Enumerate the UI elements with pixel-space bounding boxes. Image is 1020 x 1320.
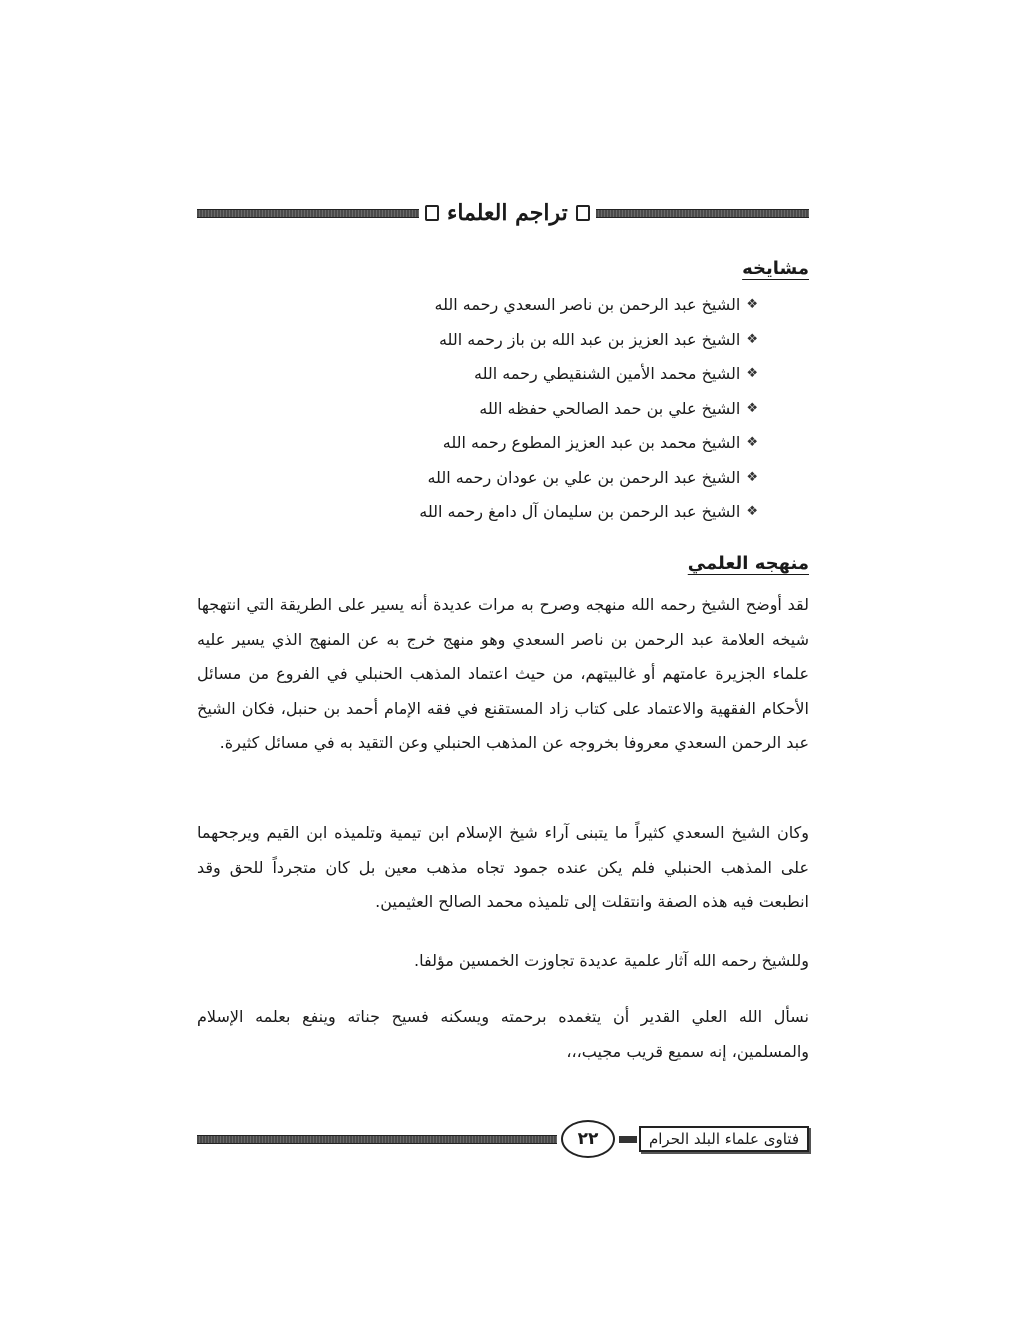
square-ornament-icon (576, 205, 590, 221)
list-item (358, 288, 758, 323)
list-item (358, 357, 758, 392)
teachers-heading: مشايخه (742, 258, 809, 279)
list-item (358, 392, 758, 427)
method-paragraph-1: لقد أوضح الشيخ رحمه الله منهجه وصرح به مرات عديدة أنه يسير على الطريقة التي انتهجها شيخه العلامة عبد الرحمن بن ناصر السعدي وهو منهج خرج به عن المنهج الذي يسير عليه علماء الجزيرة عامتهم أو غالبيتهم، من حيث اعتماد المذهب الحنبلي في الفروع من مسائل الأحكام الفقهية والاعتماد على كتاب زاد المستقنع في فقه الإمام أحمد بن حنبل، فكان الشيخ عبد الرحمن السعدي معروفا بخروجه عن المذهب الحنبلي وعن التقيد به في مسائل كثيرة. (197, 595, 809, 752)
page-footer (197, 1120, 809, 1158)
list-item (358, 461, 758, 496)
header-rule-right (596, 209, 809, 218)
diamond-bullet-icon: ❖ (746, 331, 758, 347)
teacher-name: الشيخ محمد بن عبد العزيز المطوع رحمه الله (442, 433, 741, 453)
list-item (358, 426, 758, 461)
method-paragraph-2: وكان الشيخ السعدي كثيراً ما يتبنى آراء شيخ الإسلام ابن تيمية وتلميذه ابن القيم ويرجحهما على المذهب الحنبلي فلم يكن عنده جمود تجاه مذهب معين بل كان متجرداً للحق وقد انطبعت فيه هذه الصفة وانتقلت إلى تلميذه محمد الصالح العثيمين. (197, 823, 809, 911)
teacher-name: الشيخ عبد العزيز بن عبد الله بن باز رحمه الله (438, 329, 741, 349)
book-title: فتاوى علماء البلد الحرام (639, 1126, 809, 1152)
chapter-title-box (419, 200, 596, 226)
method-heading: منهجه العلمي (687, 553, 809, 574)
diamond-bullet-icon: ❖ (746, 435, 758, 451)
teacher-name: الشيخ عبد الرحمن بن علي بن عودان رحمه الله (427, 467, 741, 487)
diamond-bullet-icon: ❖ (746, 400, 758, 416)
page-number: ٢٢ (561, 1120, 615, 1158)
chapter-title: تراجم العلماء (447, 200, 568, 226)
chapter-header (197, 198, 809, 228)
teachers-list (358, 288, 758, 530)
diamond-bullet-icon: ❖ (746, 504, 758, 520)
teacher-name: الشيخ محمد الأمين الشنقيطي رحمه الله (474, 364, 741, 384)
header-rule-left (197, 209, 419, 218)
works-paragraph: وللشيخ رحمه الله آثار علمية عديدة تجاوزت الخمسين مؤلفا. (414, 951, 809, 970)
list-item (358, 495, 758, 530)
footer-rule (197, 1135, 557, 1144)
diamond-bullet-icon: ❖ (746, 469, 758, 485)
closing-prayer-paragraph: نسأل الله العلي القدير أن يتغمده برحمته ويسكنه فسيح جناته وينفع بعلمه الإسلام والمسلمين، إنه سميع قريب مجيب،،، (197, 1007, 809, 1061)
list-item (358, 323, 758, 358)
teacher-name: الشيخ عبد الرحمن بن سليمان آل دامغ رحمه الله (419, 502, 741, 522)
footer-connector (619, 1136, 637, 1143)
diamond-bullet-icon: ❖ (746, 297, 758, 313)
teacher-name: الشيخ عبد الرحمن بن ناصر السعدي رحمه الله (434, 295, 741, 315)
teacher-name: الشيخ علي بن حمد الصالحي حفظه الله (479, 398, 741, 418)
square-ornament-icon (425, 205, 439, 221)
diamond-bullet-icon: ❖ (746, 366, 758, 382)
